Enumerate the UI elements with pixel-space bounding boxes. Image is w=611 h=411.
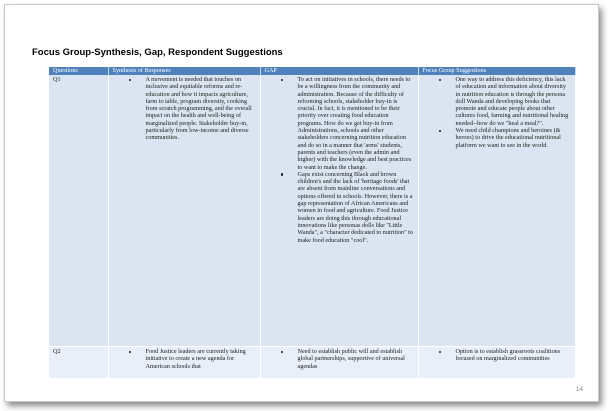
bullet-list bbox=[423, 76, 571, 149]
bullet-list bbox=[113, 348, 256, 370]
list-item: Need to establish public will and establish global partnerships, supportive of universal agendas bbox=[298, 348, 414, 370]
bullet-list bbox=[265, 348, 414, 370]
table-header-row bbox=[49, 67, 575, 75]
list-item: One way to address this deficiency, this lack of education and information about diversity in nutrition education is through the persona doll Wanda and developing books that promote and educate people about other cultures food, farming and nutritional healing needed--how do we "heal a meal?". bbox=[456, 76, 571, 127]
synthesis-cell bbox=[108, 347, 260, 379]
gap-cell bbox=[260, 347, 418, 379]
table-row bbox=[49, 347, 575, 379]
bullet-list bbox=[423, 348, 571, 363]
column-header-synthesis: Synthesis of Responses bbox=[108, 67, 260, 75]
suggestions-cell bbox=[418, 347, 575, 379]
column-header-questions: Questions bbox=[49, 67, 108, 75]
column-header-suggestions: Focus Group Suggestions bbox=[418, 67, 575, 75]
page-number: 14 bbox=[575, 386, 583, 393]
list-item: To act on initiatives in schools, there needs to be a willingness from the community and administration. Because of the difficulty of reforming schools, stakeholder buy-in is crucial. In fact, it is mentioned to be their priority over creating food education programs. How do we get buy-in from Administrations, schools and other stakeholders concerning nutrition education and do so in a manner that 'arms' students, parents and teachers (even the admin and higher) with the knowledge and best practices to want to make the change. bbox=[298, 76, 414, 171]
synthesis-cell bbox=[108, 75, 260, 347]
suggestions-cell bbox=[418, 75, 575, 347]
list-item: We need child champions and heroines (& heroes) to drive the educational nutritional platform we want to see in the world. bbox=[456, 127, 571, 149]
page-title: Focus Group-Synthesis, Gap, Respondent Suggestions bbox=[32, 47, 283, 58]
bullet-list bbox=[265, 76, 414, 244]
document-page bbox=[4, 4, 599, 402]
synthesis-table bbox=[49, 67, 576, 378]
list-item: Gaps exist concerning Black and brown children's and the lack of 'heritage foods' that are absent from mainline conversations and options offered in schools. However, there is a gap representation of African Americans and women in food and agriculture. Food Justice leaders are doing this through educational innovations like personas dolls like "Little Wanda", a "character dedicated to nutrition" to make food education "cool". bbox=[297, 170, 413, 244]
gap-cell bbox=[260, 75, 418, 347]
bullet-list bbox=[113, 76, 256, 142]
question-cell: Q2 bbox=[49, 347, 108, 379]
list-item: Option is to establish grassroots coalitions focused on marginalized communities bbox=[456, 348, 571, 363]
column-header-gap: GAP bbox=[260, 67, 418, 75]
table-row bbox=[49, 75, 575, 347]
list-item: A movement is needed that touches on inclusive and equitable reforms and re-education and how it impacts agriculture, farm to table, program diversity, cooking from scratch programming, and the overall impact on the health and well-being of marginalized people. Stakeholder buy-in, particularly from low-income and diverse communities. bbox=[146, 76, 256, 142]
list-item: Food Justice leaders are currently taking initiative to create a new agenda for American schools that bbox=[146, 348, 256, 370]
question-cell: Q1 bbox=[49, 75, 108, 347]
